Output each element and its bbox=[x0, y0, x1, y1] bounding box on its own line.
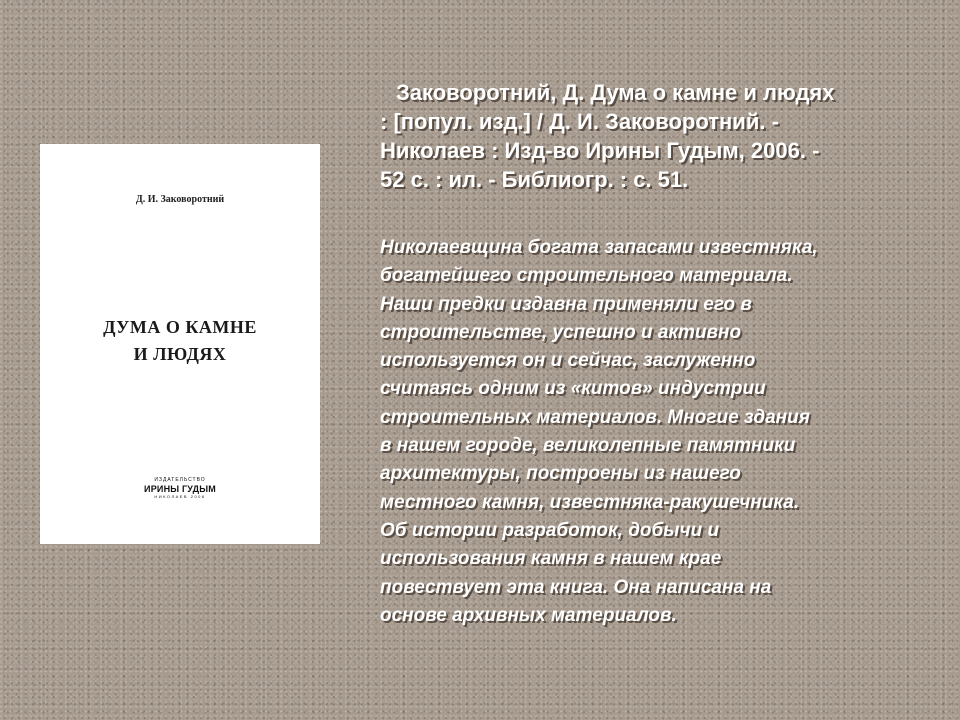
cover-title bbox=[40, 314, 320, 368]
annotation-line: считаясь одним из «китов» индустрии bbox=[380, 378, 766, 400]
annotation-line: повествует эта книга. Она написана на bbox=[380, 576, 772, 598]
citation-line: Николаев : Изд-во Ирины Гудым, 2006. - bbox=[380, 138, 820, 163]
citation-line: : [попул. изд.] / Д. И. Заковоротний. - bbox=[380, 109, 779, 134]
annotation-line: использования камня в нашем крае bbox=[380, 548, 722, 570]
cover-title-line: ДУМА О КАМНЕ bbox=[103, 317, 257, 337]
cover-author: Д. И. Заковоротний bbox=[135, 194, 225, 205]
publisher-logo bbox=[40, 477, 320, 500]
publisher-logo-line: ИРИНЫ ГУДЫМ bbox=[144, 484, 216, 494]
annotation-line: строительных материалов. Многие здания bbox=[380, 406, 810, 428]
annotation-line: Об истории разработок, добычи и bbox=[380, 519, 720, 541]
citation-line: Заковоротний, Д. Дума о камне и людях bbox=[396, 80, 835, 105]
cover-title-line: И ЛЮДЯХ bbox=[133, 344, 227, 364]
book-annotation bbox=[380, 234, 940, 630]
annotation-line: Николаевщина богата запасами известняка, bbox=[380, 237, 818, 258]
annotation-line: богатейшего строительного материала. bbox=[380, 265, 793, 287]
publisher-logo-line: НИКОЛАЕВ 2006 bbox=[154, 494, 206, 499]
annotation-line: архитектуры, построены из нашего bbox=[380, 463, 741, 485]
book-cover bbox=[40, 144, 320, 544]
annotation-line: местного камня, известняка-ракушечника. bbox=[380, 491, 800, 513]
annotation-line: используется он и сейчас, заслуженно bbox=[380, 350, 756, 372]
citation-line: 52 с. : ил. - Библиогр. : с. 51. bbox=[380, 167, 689, 192]
bibliographic-citation bbox=[380, 78, 940, 194]
annotation-line: основе архивных материалов. bbox=[380, 604, 677, 626]
annotation-line: в нашем городе, великолепные памятники bbox=[380, 435, 796, 457]
annotation-line: строительстве, успешно и активно bbox=[380, 321, 742, 343]
publisher-logo-line: ИЗДАТЕЛЬСТВО bbox=[154, 477, 206, 483]
annotation-line: Наши предки издавна применяли его в bbox=[380, 293, 752, 315]
